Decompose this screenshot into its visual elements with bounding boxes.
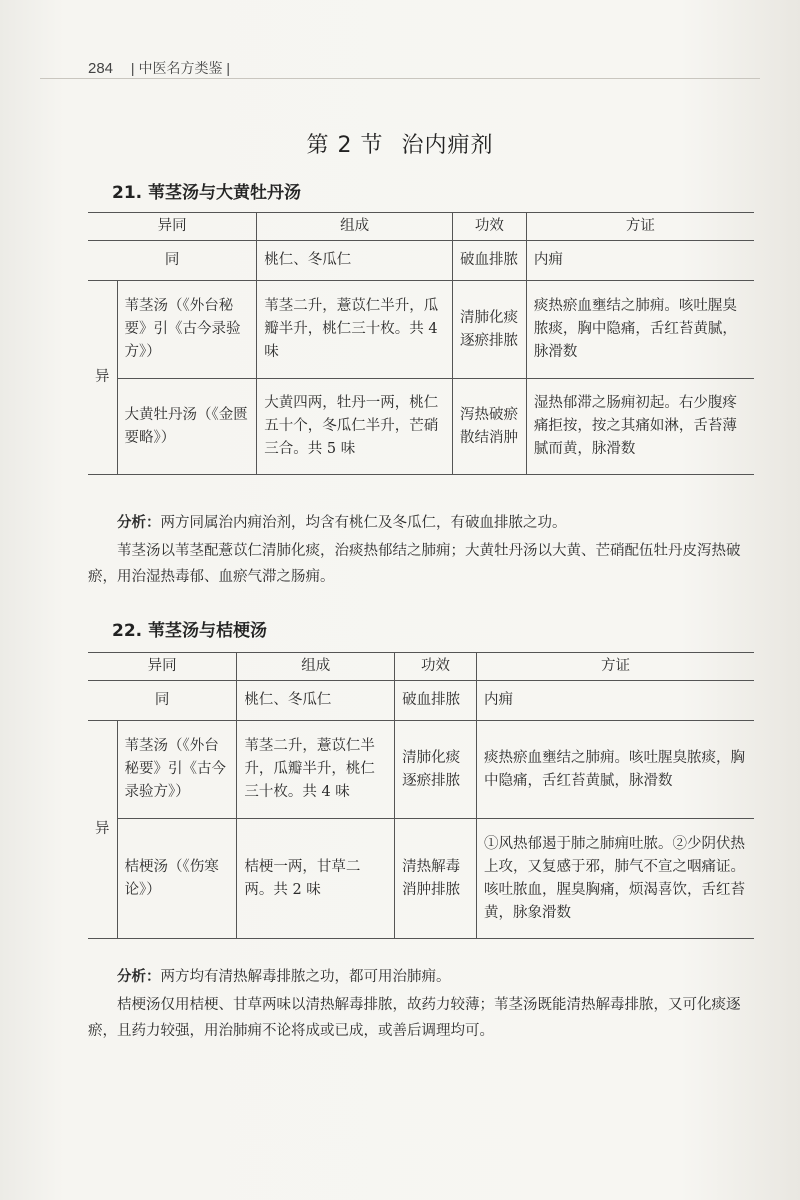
comparison-heading-21: 21. 苇茎汤与大黄牡丹汤 [112,183,302,203]
same-effect: 破血排脓 [452,241,526,281]
table-row [88,819,754,939]
table-header-row [88,213,754,241]
same-composition: 桃仁、冬瓜仁 [257,241,453,281]
diff-label: 异 [88,721,117,939]
col-header-effect: 功效 [452,213,526,241]
formula-indication: 痰热瘀血壅结之肺痈。咳吐腥臭脓痰，胸中隐痛，舌红苔黄腻，脉滑数 [476,721,754,819]
comparison-table-21 [88,212,754,475]
analysis-paragraph [88,510,748,536]
table-row [88,721,754,819]
formula-name: 桔梗汤（《伤寒论》） [117,819,237,939]
col-header-diff: 异同 [88,213,257,241]
col-header-indication: 方证 [476,653,754,681]
comparison-heading-22: 22. 苇茎汤与桔梗汤 [112,621,268,641]
page-number: 284 [88,60,114,77]
analysis-text: 两方均有清热解毒排脓之功，都可用治肺痈。 [160,969,451,985]
formula-indication: 湿热郁滞之肠痈初起。右少腹疼痛拒按，按之其痛如淋，舌苔薄腻而黄，脉滑数 [526,379,754,475]
table-row [88,281,754,379]
table-row [88,681,754,721]
running-header [88,58,230,78]
same-label: 同 [88,241,257,281]
formula-composition: 苇茎二升，薏苡仁半升，瓜瓣半升，桃仁三十枚。共 4 味 [237,721,395,819]
section-title [0,128,800,159]
same-effect: 破血排脓 [395,681,477,721]
col-header-composition: 组成 [237,653,395,681]
analysis-label: 分析： [117,969,161,985]
formula-composition: 大黄四两，牡丹一两，桃仁五十个，冬瓜仁半升，芒硝三合。共 5 味 [257,379,453,475]
book-title: | 中医名方类鉴 | [130,60,230,76]
formula-indication: 痰热瘀血壅结之肺痈。咳吐腥臭脓痰，胸中隐痛，舌红苔黄腻，脉滑数 [526,281,754,379]
section-name: 治内痈剂 [401,133,494,158]
analysis-paragraph-2: 桔梗汤仅用桔梗、甘草两味以清热解毒排脓，故药力较薄；苇茎汤既能清热解毒排脓，又可化痰逐瘀，且药力较强，用治肺痈不论将成或已成，或善后调理均可。 [88,997,741,1039]
same-composition: 桃仁、冬瓜仁 [237,681,395,721]
table-row [88,379,754,475]
formula-effect: 泻热破瘀散结消肿 [452,379,526,475]
diff-label: 异 [88,281,117,475]
col-header-indication: 方证 [526,213,754,241]
section-label: 第 2 节 [306,133,384,158]
header-rule [40,78,760,79]
analysis-paragraph [88,964,748,990]
col-header-effect: 功效 [395,653,477,681]
formula-effect: 清热解毒消肿排脓 [395,819,477,939]
table-row [88,241,754,281]
col-header-composition: 组成 [257,213,453,241]
analysis-text: 两方同属治内痈治剂，均含有桃仁及冬瓜仁，有破血排脓之功。 [160,515,567,531]
formula-name: 大黄牡丹汤（《金匮要略》） [117,379,257,475]
same-indication: 内痈 [526,241,754,281]
same-indication: 内痈 [476,681,754,721]
table-header-row [88,653,754,681]
col-header-diff: 异同 [88,653,237,681]
formula-indication: ①风热郁遏于肺之肺痈吐脓。②少阴伏热上攻，又复感于邪，肺气不宣之咽痛证。咳吐脓血，腥臭胸痛，烦渴喜饮，舌红苔黄，脉象滑数 [476,819,754,939]
formula-name: 苇茎汤（《外台秘要》引《古今录验方》） [117,721,237,819]
same-label: 同 [88,681,237,721]
analysis-paragraph-2: 苇茎汤以苇茎配薏苡仁清肺化痰，治痰热郁结之肺痈；大黄牡丹汤以大黄、芒硝配伍牡丹皮泻热破瘀，用治湿热毒郁、血瘀气滞之肠痈。 [88,543,741,585]
comparison-table-22 [88,652,754,939]
analysis-label: 分析： [117,515,161,531]
formula-effect: 清肺化痰逐瘀排脓 [395,721,477,819]
formula-name: 苇茎汤（《外台秘要》引《古今录验方》） [117,281,257,379]
formula-composition: 苇茎二升，薏苡仁半升，瓜瓣半升，桃仁三十枚。共 4 味 [257,281,453,379]
formula-composition: 桔梗一两，甘草二两。共 2 味 [237,819,395,939]
formula-effect: 清肺化痰逐瘀排脓 [452,281,526,379]
